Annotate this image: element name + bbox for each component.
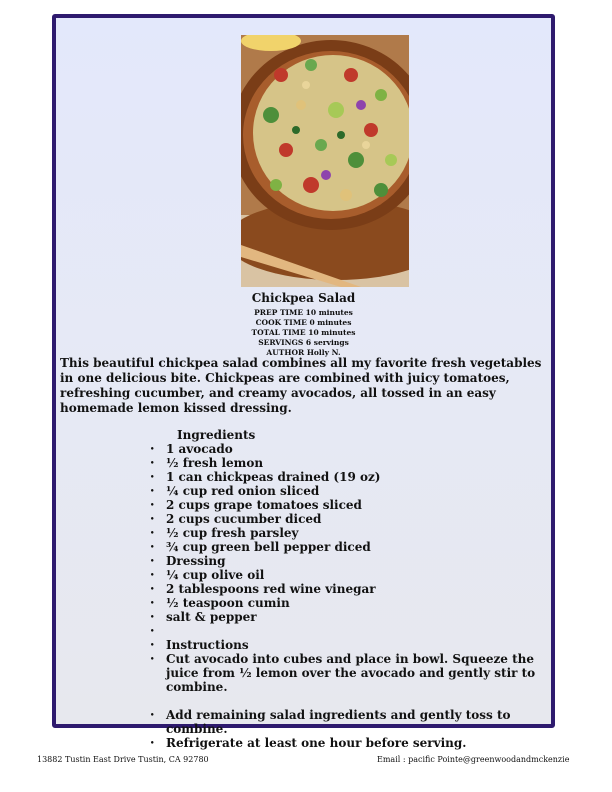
total-time: TOTAL TIME 10 minutes (251, 328, 356, 337)
dressing-heading: • Dressing (150, 554, 550, 568)
footer-address: 13882 Tustin East Drive Tustin, CA 92780 (37, 755, 209, 764)
list-item: • 2 tablespoons red wine vinegar (150, 582, 550, 596)
list-item: • ½ cup fresh parsley (150, 526, 550, 540)
salad-photo (241, 35, 409, 287)
recipe-title: Chickpea Salad (251, 291, 356, 305)
footer-email: Email : pacific Pointe@greenwoodandmckenzie (377, 755, 570, 764)
salad-illustration (241, 35, 409, 287)
instruction-step: • Refrigerate at least one hour before serving. (150, 736, 550, 750)
list-item: • 2 cups cucumber diced (150, 512, 550, 526)
recipe-card (52, 14, 555, 750)
instructions-heading: • Instructions (150, 638, 550, 652)
list-item: • salt & pepper (150, 610, 550, 624)
list-item: • ¼ cup olive oil (150, 568, 550, 582)
instruction-step: • Cut avocado into cubes and place in bowl. Squeeze the juice from ½ lemon over the avocado and gently stir to combine. (150, 652, 550, 694)
recipe-meta (56, 308, 551, 358)
list-item: • ¼ cup red onion sliced (150, 484, 550, 498)
prep-time: PREP TIME 10 minutes (254, 308, 353, 317)
servings: SERVINGS 6 servings (258, 338, 349, 347)
list-item: • ¾ cup green bell pepper diced (150, 540, 550, 554)
list-item: • ½ teaspoon cumin (150, 596, 550, 610)
recipe-list (150, 442, 550, 750)
cook-time: COOK TIME 0 minutes (255, 318, 352, 327)
ingredients-heading: Ingredients (177, 428, 256, 442)
list-item: • 1 avocado (150, 442, 550, 456)
list-item-empty (150, 624, 550, 638)
instruction-step: • Add remaining salad ingredients and gently toss to combine. (150, 708, 550, 736)
recipe-description: This beautiful chickpea salad combines all my favorite fresh vegetables in one delicious bite. Chickpeas are combined with juicy tomatoes, refreshing cucumber, and creamy avocados, all tossed in an easy homemade lemon kissed dressing. (60, 356, 542, 415)
list-item: • 2 cups grape tomatoes sliced (150, 498, 550, 512)
list-item: • 1 can chickpeas drained (19 oz) (150, 470, 550, 484)
list-item: • ½ fresh lemon (150, 456, 550, 470)
author: AUTHOR Holly N. (266, 348, 341, 357)
